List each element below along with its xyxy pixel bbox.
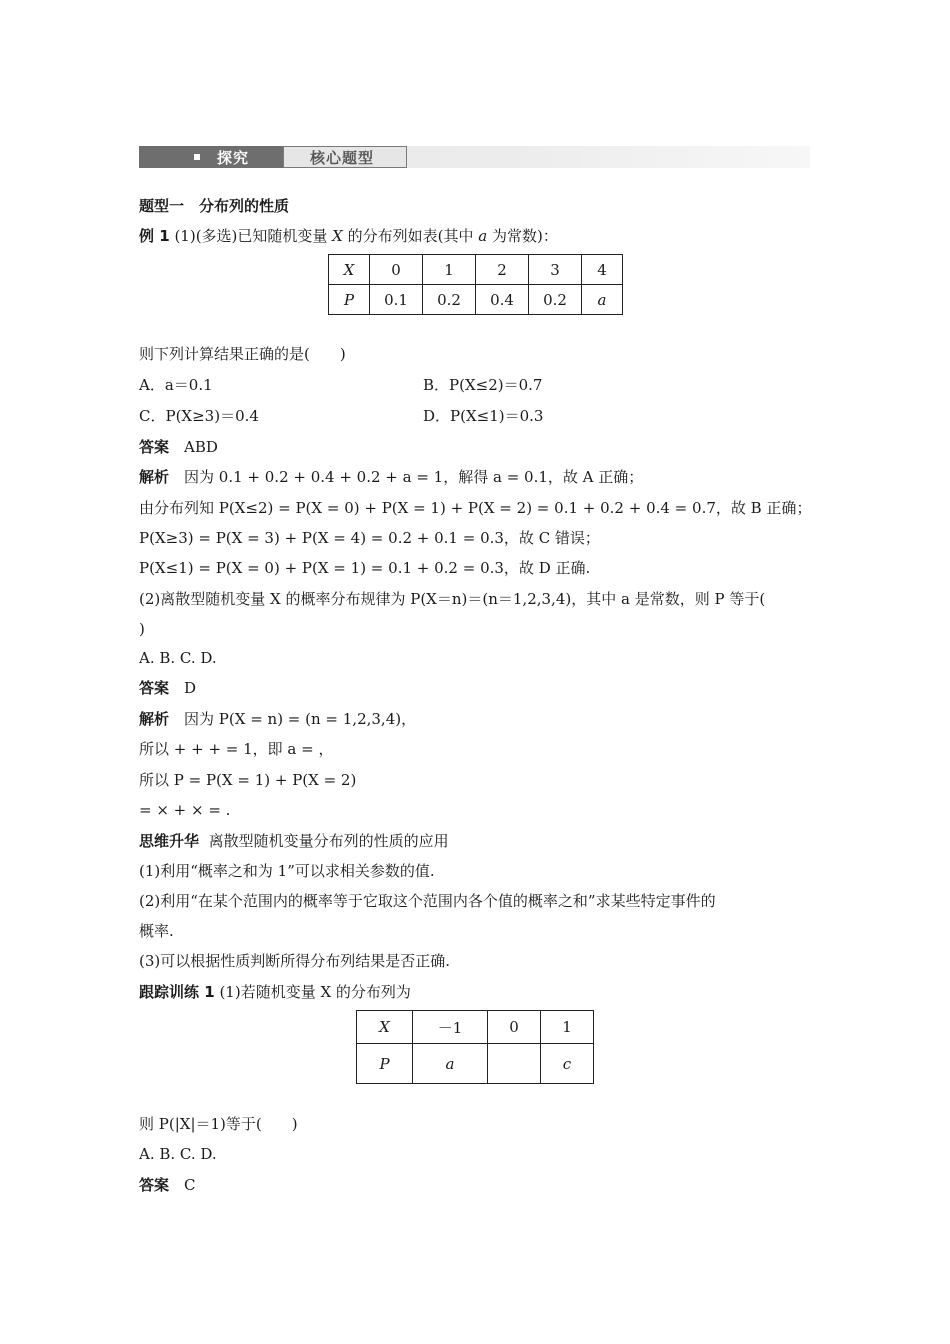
table-cell: P xyxy=(357,1044,413,1084)
options-line: A. B. C. D. xyxy=(139,649,217,667)
table-cell: P xyxy=(329,285,370,315)
analysis-text: 所以 P = P(X = 1) + P(X = 2) xyxy=(139,771,357,789)
summary-label: 思维升华 xyxy=(139,832,200,850)
answer-value: D xyxy=(184,679,197,697)
answer-value: ABD xyxy=(184,438,218,456)
answer-label: 答案 xyxy=(139,438,170,456)
table-row xyxy=(357,1011,594,1044)
question-2-text: (2)离散型随机变量 X 的概率分布规律为 P(X＝n)＝(n＝1,2,3,4)，其中 a 是常数，则 P 等于( xyxy=(139,590,766,608)
summary-point: (2)利用“在某个范围内的概率等于它取这个范围内各个值的概率之和”求某些特定事件的 xyxy=(139,892,716,910)
table-cell: c xyxy=(541,1044,594,1084)
table-cell: 1 xyxy=(423,255,476,285)
table-row xyxy=(357,1044,594,1084)
banner-title-explore: 探究 xyxy=(217,149,250,167)
summary-point: 概率. xyxy=(139,922,174,940)
table-cell: 0.1 xyxy=(370,285,423,315)
analysis-label: 解析 xyxy=(139,710,170,728)
table-row xyxy=(329,285,623,315)
analysis-label: 解析 xyxy=(139,468,170,486)
answer-label: 答案 xyxy=(139,1176,170,1194)
analysis-line: 解析 因为 P(X = n) = (n = 1,2,3,4)， xyxy=(139,710,417,728)
answer-line xyxy=(139,1175,196,1195)
option-a: A．a＝0.1 xyxy=(139,376,213,394)
table-cell: 3 xyxy=(529,255,582,285)
table-cell: 0.2 xyxy=(529,285,582,315)
table-cell: 0.4 xyxy=(476,285,529,315)
table-row xyxy=(329,255,623,285)
training-intro: 跟踪训练 1 (1)若随机变量 X 的分布列为 xyxy=(139,983,411,1001)
section-title: 题型一 分布列的性质 xyxy=(139,197,290,215)
banner-light-block xyxy=(283,146,407,168)
summary-heading xyxy=(139,831,449,851)
analysis-text: 所以 + + + = 1，即 a = ， xyxy=(139,740,334,758)
analysis-text: 由分布列知 P(X≤2) = P(X = 0) + P(X = 1) + P(X = 2) = 0.1 + 0.2 + 0.4 = 0.7，故 B 正确； xyxy=(139,499,812,517)
table-cell xyxy=(488,1044,541,1084)
answer-line xyxy=(139,437,218,457)
example-1-intro: 例 1 (1)(多选)已知随机变量 X 的分布列如表(其中 a 为常数)： xyxy=(139,227,558,245)
table-cell: a xyxy=(413,1044,488,1084)
answer-label: 答案 xyxy=(139,679,170,697)
answer-line xyxy=(139,678,196,698)
distribution-table-2 xyxy=(356,1010,594,1084)
question-text: 则 P(|X|＝1)等于( ) xyxy=(139,1115,298,1133)
table-cell: X xyxy=(329,255,370,285)
analysis-text: P(X≤1) = P(X = 0) + P(X = 1) = 0.1 + 0.2 = 0.3，故 D 正确. xyxy=(139,559,591,577)
example-label: 例 1 xyxy=(139,227,170,245)
options-line: A. B. C. D. xyxy=(139,1145,217,1163)
table-cell: X xyxy=(357,1011,413,1044)
banner-dark-block xyxy=(139,146,283,168)
table-cell: 2 xyxy=(476,255,529,285)
analysis-text: P(X≥3) = P(X = 3) + P(X = 4) = 0.2 + 0.1 = 0.3，故 C 错误； xyxy=(139,529,600,547)
square-bullet-icon xyxy=(194,154,200,160)
summary-point: (1)利用“概率之和为 1”可以求相关参数的值. xyxy=(139,862,435,880)
option-d: D．P(X≤1)＝0.3 xyxy=(423,407,544,425)
banner-title-core: 核心题型 xyxy=(310,149,375,167)
analysis-text: = × + × = . xyxy=(139,801,231,819)
answer-value: C xyxy=(184,1176,196,1194)
analysis-line: 解析 因为 0.1 + 0.2 + 0.4 + 0.2 + a = 1，解得 a = 0.1，故 A 正确； xyxy=(139,468,644,486)
question-2-text-cont: ) xyxy=(139,620,145,638)
distribution-table-1 xyxy=(328,254,623,315)
section-banner xyxy=(139,146,810,168)
table-cell: 1 xyxy=(541,1011,594,1044)
table-cell: 0 xyxy=(370,255,423,285)
table-cell: a xyxy=(582,285,623,315)
table-cell: －1 xyxy=(413,1011,488,1044)
option-b: B．P(X≤2)＝0.7 xyxy=(423,376,543,394)
option-c: C．P(X≥3)＝0.4 xyxy=(139,407,259,425)
table-cell: 0 xyxy=(488,1011,541,1044)
summary-point: (3)可以根据性质判断所得分布列结果是否正确. xyxy=(139,952,451,970)
question-text: 则下列计算结果正确的是( ) xyxy=(139,345,346,363)
table-cell: 0.2 xyxy=(423,285,476,315)
training-label: 跟踪训练 1 xyxy=(139,983,215,1001)
table-cell: 4 xyxy=(582,255,623,285)
summary-title: 离散型随机变量分布列的性质的应用 xyxy=(208,832,449,850)
